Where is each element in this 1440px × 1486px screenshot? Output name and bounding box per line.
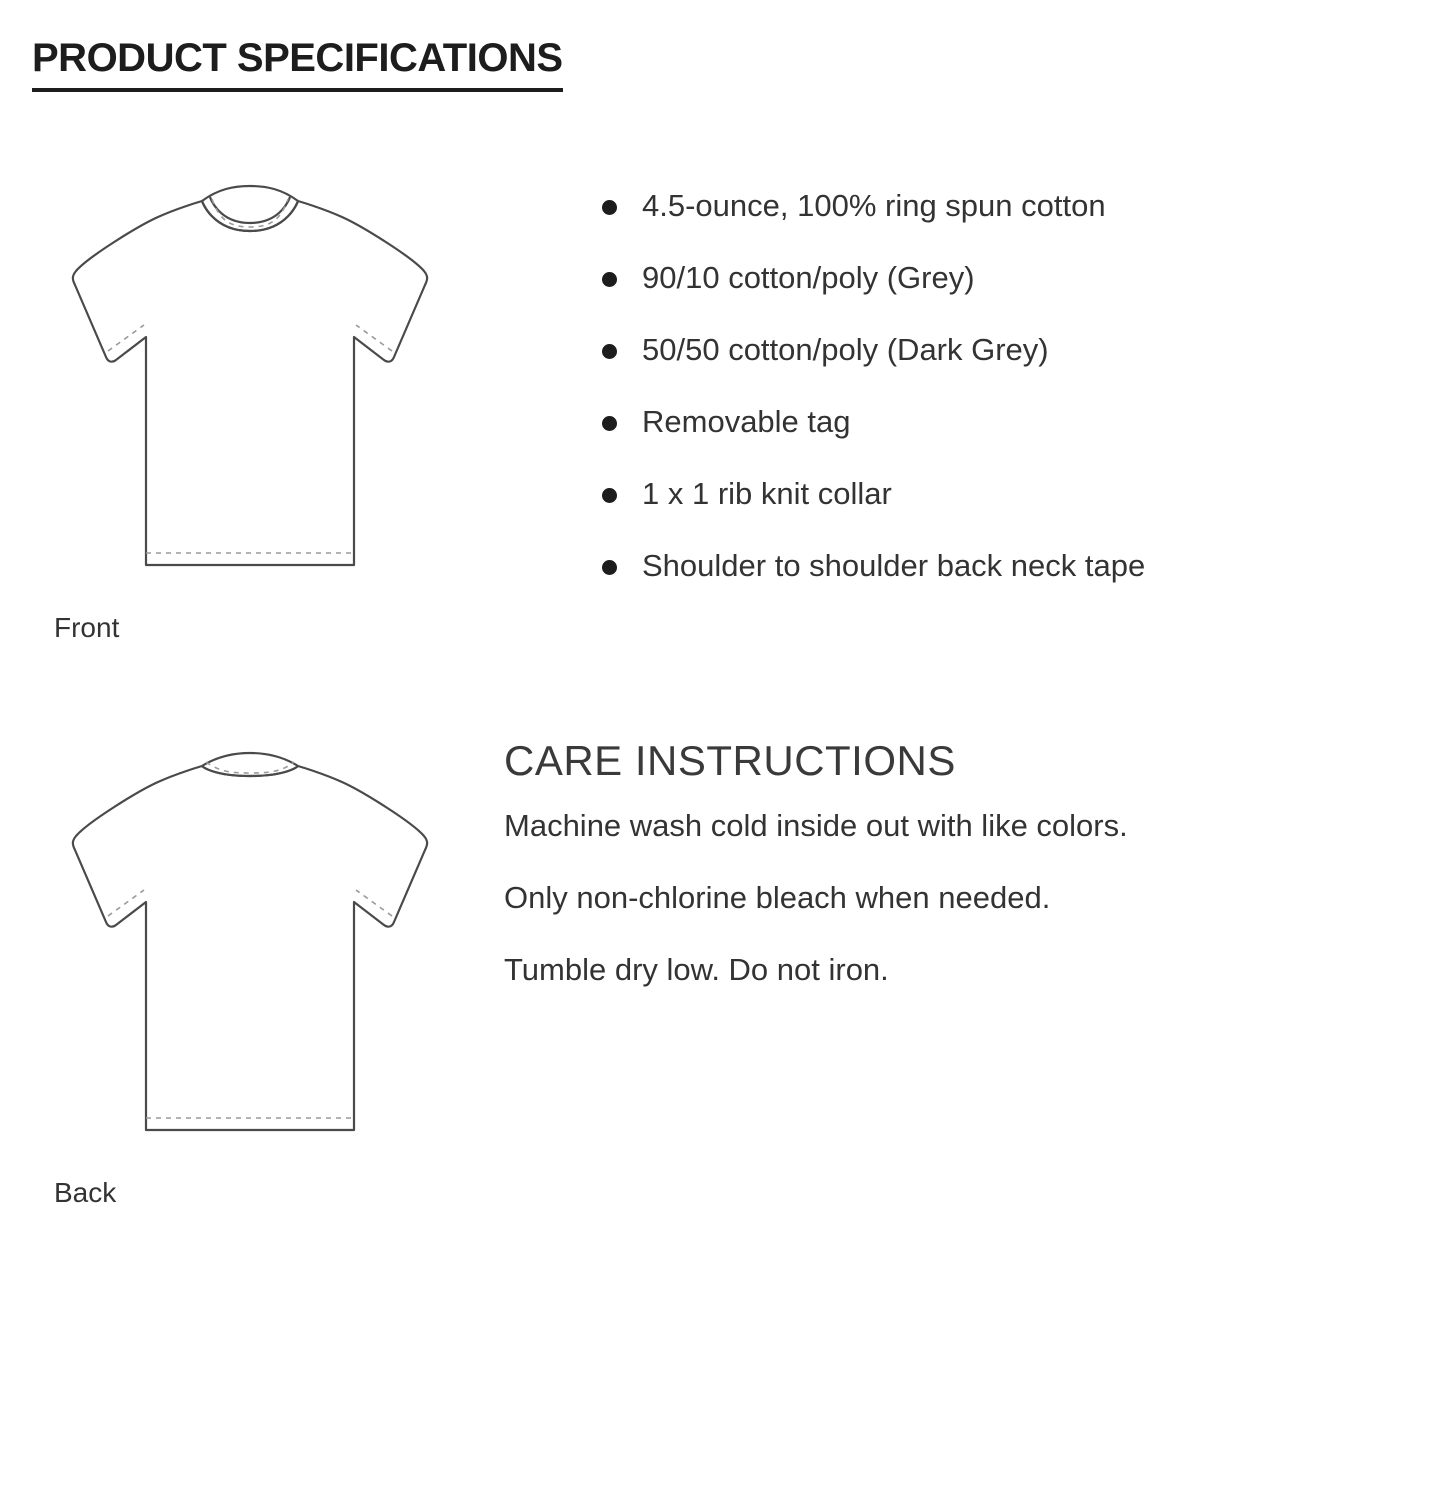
spec-text: Removable tag bbox=[642, 404, 851, 439]
care-instructions-title: CARE INSTRUCTIONS bbox=[504, 737, 956, 784]
care-instructions-block bbox=[504, 737, 1424, 1026]
tshirt-back-icon bbox=[50, 740, 450, 1160]
bullet-icon bbox=[602, 200, 617, 215]
page-title: PRODUCT SPECIFICATIONS bbox=[32, 36, 563, 92]
list-item bbox=[598, 406, 1398, 437]
spec-text: 50/50 cotton/poly (Dark Grey) bbox=[642, 332, 1049, 367]
front-view-block bbox=[50, 175, 450, 642]
bullet-icon bbox=[602, 416, 617, 431]
list-item bbox=[598, 190, 1398, 221]
back-view-block bbox=[50, 740, 450, 1207]
care-instruction-line: Only non-chlorine bleach when needed. bbox=[504, 880, 1051, 915]
spec-text: 1 x 1 rib knit collar bbox=[642, 476, 892, 511]
specification-list bbox=[598, 190, 1398, 622]
list-item bbox=[598, 478, 1398, 509]
tshirt-front-icon bbox=[50, 175, 450, 595]
spec-text: Shoulder to shoulder back neck tape bbox=[642, 548, 1146, 583]
bullet-icon bbox=[602, 488, 617, 503]
list-item bbox=[598, 262, 1398, 293]
list-item bbox=[598, 334, 1398, 365]
front-view-caption: Front bbox=[54, 612, 120, 643]
care-instruction-line: Tumble dry low. Do not iron. bbox=[504, 952, 889, 987]
bullet-icon bbox=[602, 560, 617, 575]
bullet-icon bbox=[602, 344, 617, 359]
spec-text: 90/10 cotton/poly (Grey) bbox=[642, 260, 975, 295]
back-view-caption: Back bbox=[54, 1177, 117, 1208]
care-instruction-line: Machine wash cold inside out with like colors. bbox=[504, 808, 1128, 843]
spec-text: 4.5-ounce, 100% ring spun cotton bbox=[642, 188, 1106, 223]
bullet-icon bbox=[602, 272, 617, 287]
list-item bbox=[598, 550, 1398, 581]
